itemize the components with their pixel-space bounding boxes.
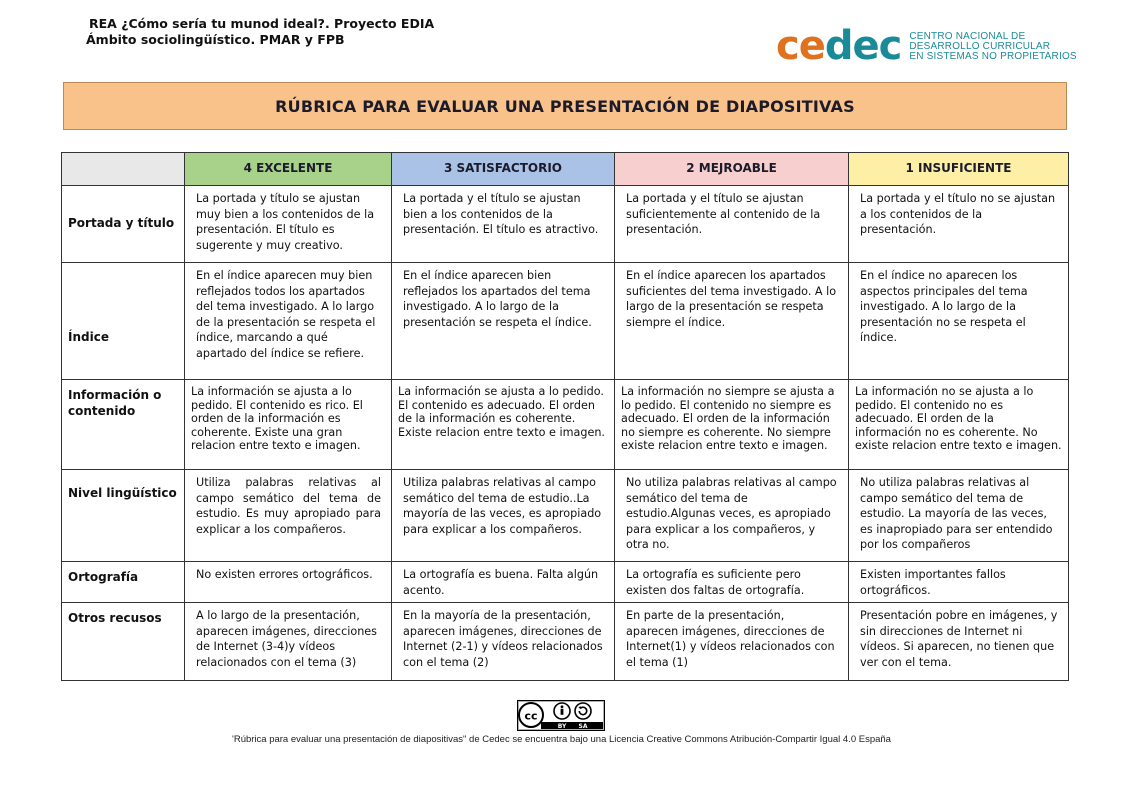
table-cell: En el índice no aparecen los aspectos principales del tema investigado. A lo largo de la presentación no se respeta el índice. <box>849 263 1069 380</box>
header-cell-excelente: 4 EXCELENTE <box>185 153 392 186</box>
table-cell: En parte de la presentación, aparecen imágenes, direcciones de Internet(1) y vídeos relacionados con el tema (1) <box>615 603 849 681</box>
table-row <box>62 380 1069 470</box>
table-row <box>62 186 1069 263</box>
table-header-row <box>62 153 1069 186</box>
table-cell: La portada y el título no se ajustan a los contenidos de la presentación. <box>849 186 1069 263</box>
table-cell: A lo largo de la presentación, aparecen imágenes, direcciones de Internet (3-4)y vídeos relacionados con el tema (3) <box>185 603 392 681</box>
svg-text:cc: cc <box>524 709 538 723</box>
cc-by-sa-icon <box>517 700 605 731</box>
table-cell: No utiliza palabras relativas al campo semático del tema de estudio.Algunas veces, es apropiado para explicar a los compañeros, y otra no. <box>615 470 849 562</box>
table-cell: Utiliza palabras relativas al campo semático del tema de estudio..La mayoría de las veces, es apropiado para explicar a los compañeros. <box>392 470 615 562</box>
table-row <box>62 263 1069 380</box>
header-cell-insuficiente: 1 INSUFICIENTE <box>849 153 1069 186</box>
table-row <box>62 470 1069 562</box>
table-cell: Existen importantes fallos ortográficos. <box>849 562 1069 603</box>
table-row <box>62 562 1069 603</box>
table-cell: En la mayoría de la presentación, aparecen imágenes, direcciones de Internet (2-1) y vídeos relacionados con el tema (2) <box>392 603 615 681</box>
rubric-table <box>61 152 1069 681</box>
table-cell: La información no siempre se ajusta a lo pedido. El contenido no siempre es adecuado. El orden de la información no siempre es coherente. No siempre existe relacion entre texto e imagen. <box>615 380 849 470</box>
table-cell: Presentación pobre en imágenes, y sin direcciones de Internet ni vídeos. Si aparecen, no tienen que ver con el tema. <box>849 603 1069 681</box>
header-cell-criteria <box>62 153 185 186</box>
document-header <box>86 16 434 48</box>
rubric-title: RÚBRICA PARA EVALUAR UNA PRESENTACIÓN DE DIAPOSITIVAS <box>275 96 855 116</box>
table-cell: La información se ajusta a lo pedido. El contenido es rico. El orden de la información es coherente. Existe una gran relacion entre texto e imagen. <box>185 380 392 470</box>
table-row <box>62 603 1069 681</box>
table-cell: En el índice aparecen bien reflejados los apartados del tema investigado. A lo largo de la presentación se respeta el índice. <box>392 263 615 380</box>
header-cell-satisfactorio: 3 SATISFACTORIO <box>392 153 615 186</box>
table-cell: La portada y título se ajustan muy bien a los contenidos de la presentación. El título es sugerente y muy creativo. <box>185 186 392 263</box>
cedec-logo-word: cedec <box>776 23 902 69</box>
rubric-title-banner <box>63 82 1067 130</box>
table-cell: La portada y el título se ajustan suficientemente al contenido de la presentación. <box>615 186 849 263</box>
row-label: Portada y título <box>62 186 185 263</box>
row-label: Ortografía <box>62 562 185 603</box>
table-cell: No utiliza palabras relativas al campo semático del tema de estudio. La mayoría de las veces, es inapropiado para ser entendido por los compañeros <box>849 470 1069 562</box>
table-cell: La información no se ajusta a lo pedido. El contenido no es adecuado. El orden de la información no es coherente. No existe relacion entre texto e imagen. <box>849 380 1069 470</box>
row-label: Información o contenido <box>62 380 185 470</box>
table-cell: La portada y el título se ajustan bien a los contenidos de la presentación. El título es atractivo. <box>392 186 615 263</box>
cedec-logo <box>776 23 1077 70</box>
row-label: Nivel lingüístico <box>62 470 185 562</box>
table-cell: La información se ajusta a lo pedido. El contenido es adecuado. El orden de la información es coherente. Existe relacion entre texto e imagen. <box>392 380 615 470</box>
header-cell-mejorable: 2 MEJROABLE <box>615 153 849 186</box>
table-cell: En el índice aparecen los apartados suficientes del tema investigado. A lo largo de la presentación se respeta siempre el índice. <box>615 263 849 380</box>
table-cell: En el índice aparecen muy bien reflejados todos los apartados del tema investigado. A lo largo de la presentación se respeta el índice, marcando a qué apartado del índice se refiere. <box>185 263 392 380</box>
svg-text:BY: BY <box>557 723 567 730</box>
table-cell: La ortografía es suficiente pero existen dos faltas de ortografía. <box>615 562 849 603</box>
svg-text:SA: SA <box>578 723 588 730</box>
table-cell: La ortografía es buena. Falta algún acento. <box>392 562 615 603</box>
header-line-2: Ámbito sociolingüístico. PMAR y FPB <box>86 32 345 47</box>
header-line-1: REA ¿Cómo sería tu munod ideal?. Proyecto EDIA <box>89 16 435 31</box>
row-label: Índice <box>62 263 185 380</box>
license-text: 'Rúbrica para evaluar una presentación de diapositivas" de Cedec se encuentra bajo una Licencia Creative Commons Atribución-Compartir Igual 4.0 España <box>232 734 891 745</box>
table-cell: Utiliza palabras relativas al campo semático del tema de estudio. Es muy apropiado para explicar a los compañeros. <box>185 470 392 562</box>
row-label: Otros recusos <box>62 603 185 681</box>
table-cell: No existen errores ortográficos. <box>185 562 392 603</box>
cedec-logo-subtitle: CENTRO NACIONAL DE DESARROLLO CURRICULAR EN SISTEMAS NO PROPIETARIOS <box>909 31 1077 62</box>
